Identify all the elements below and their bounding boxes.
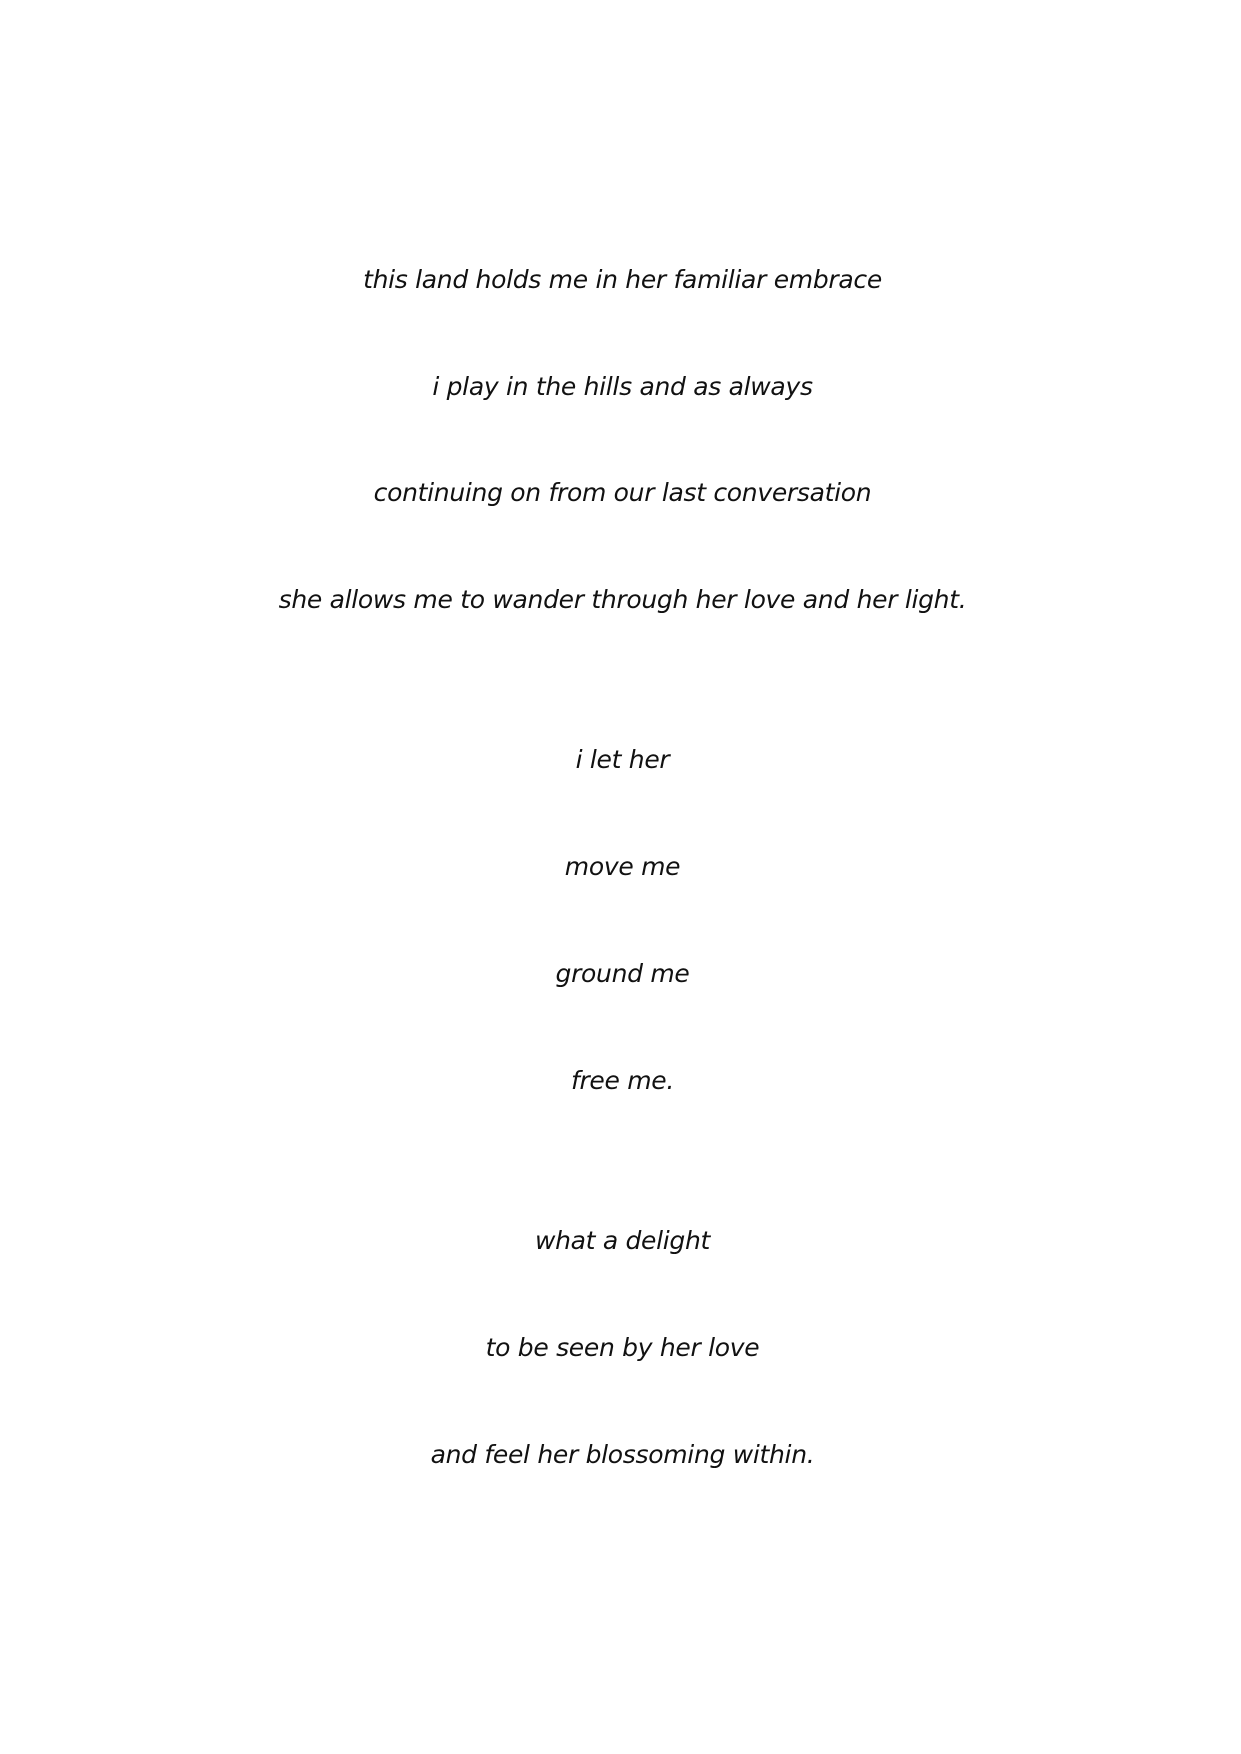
poem-line: i play in the hills and as always: [432, 372, 813, 401]
poem-line: free me.: [570, 1066, 675, 1095]
poem-line: continuing on from our last conversation: [373, 478, 872, 507]
poem-line: ground me: [555, 959, 690, 988]
poem-line: move me: [564, 852, 681, 881]
poem-line: she allows me to wander through her love and her light.: [278, 585, 967, 614]
poem-line: this land holds me in her familiar embrace: [363, 265, 882, 294]
poem-line: i let her: [575, 745, 670, 774]
poem-line: what a delight: [534, 1226, 711, 1255]
poem-line: to be seen by her love: [485, 1333, 760, 1362]
poem-line: and feel her blossoming within.: [430, 1440, 815, 1469]
